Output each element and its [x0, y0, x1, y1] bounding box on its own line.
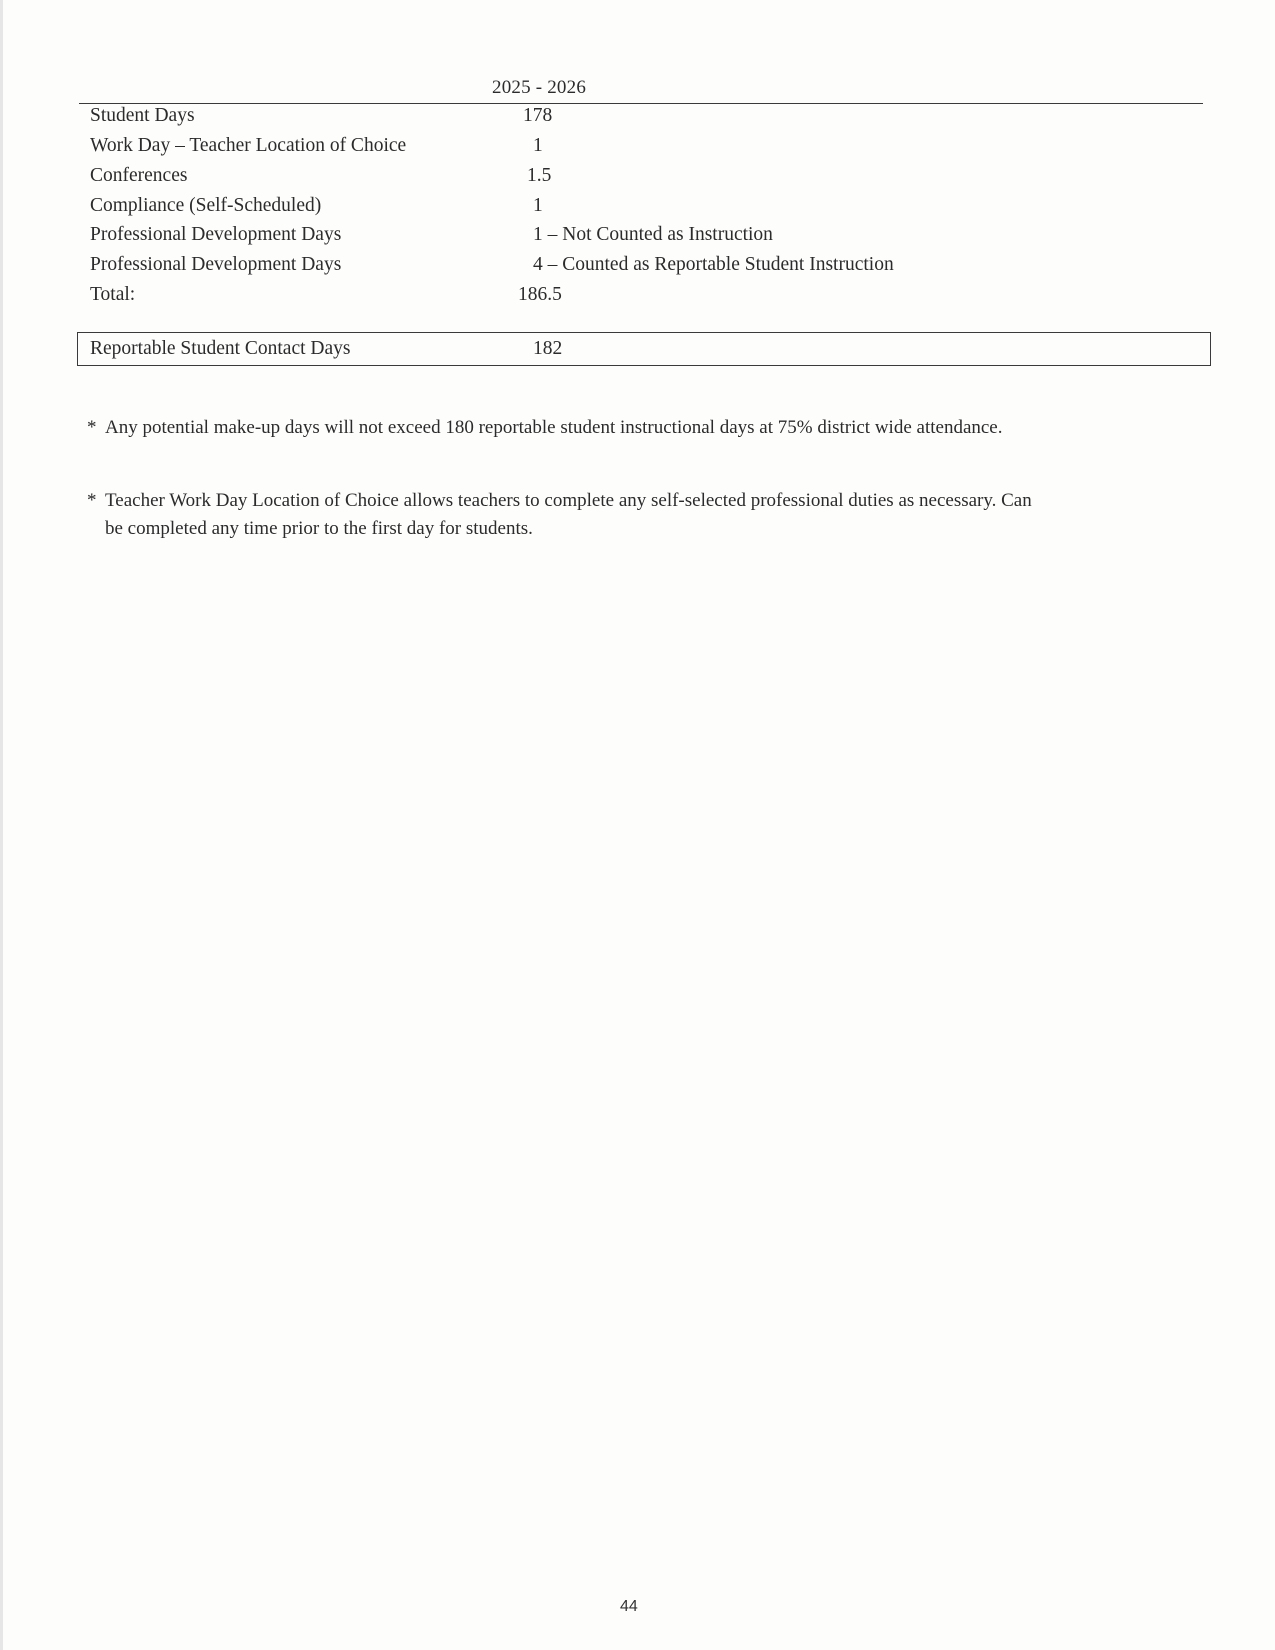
- row-label: Work Day – Teacher Location of Choice: [90, 135, 407, 156]
- contact-days-value: 182: [533, 338, 563, 359]
- footnote: [87, 487, 1047, 543]
- year-column-header: 2025 - 2026: [492, 77, 587, 98]
- row-label: Compliance (Self-Scheduled): [90, 195, 322, 216]
- row-value: 186.5: [518, 284, 562, 305]
- footnote-asterisk: *: [87, 490, 97, 511]
- table-row: [0, 224, 1275, 254]
- row-label: Total:: [90, 284, 136, 305]
- table-row: [0, 195, 1275, 225]
- row-value: 1: [533, 135, 543, 156]
- row-value: 1.5: [527, 165, 552, 186]
- row-label: Professional Development Days: [90, 224, 342, 245]
- footnote-asterisk: *: [87, 417, 97, 438]
- footnote-text: Any potential make-up days will not exceed 180 reportable student instructional days at 75% district wide attendance.: [105, 417, 1003, 438]
- footnote: [87, 414, 1047, 442]
- contact-days-box: [77, 332, 1211, 366]
- row-value: 1 – Not Counted as Instruction: [533, 224, 773, 245]
- footnote-text: Teacher Work Day Location of Choice allows teachers to complete any self-selected professional duties as necessary. Can be completed any time prior to the first day for students.: [105, 490, 1032, 539]
- row-label: Professional Development Days: [90, 254, 342, 275]
- row-value: 4 – Counted as Reportable Student Instruction: [533, 254, 894, 275]
- page-number: 44: [620, 1598, 638, 1615]
- row-label: Student Days: [90, 105, 195, 126]
- table-row: [0, 165, 1275, 195]
- row-value: 178: [523, 105, 553, 126]
- table-row-total: [0, 284, 1275, 314]
- table-row: [0, 105, 1275, 135]
- header-rule: [79, 103, 1203, 104]
- contact-days-label: Reportable Student Contact Days: [90, 338, 351, 359]
- row-label: Conferences: [90, 165, 188, 186]
- table-row: [0, 254, 1275, 284]
- row-value: 1: [533, 195, 543, 216]
- table-row: [0, 135, 1275, 165]
